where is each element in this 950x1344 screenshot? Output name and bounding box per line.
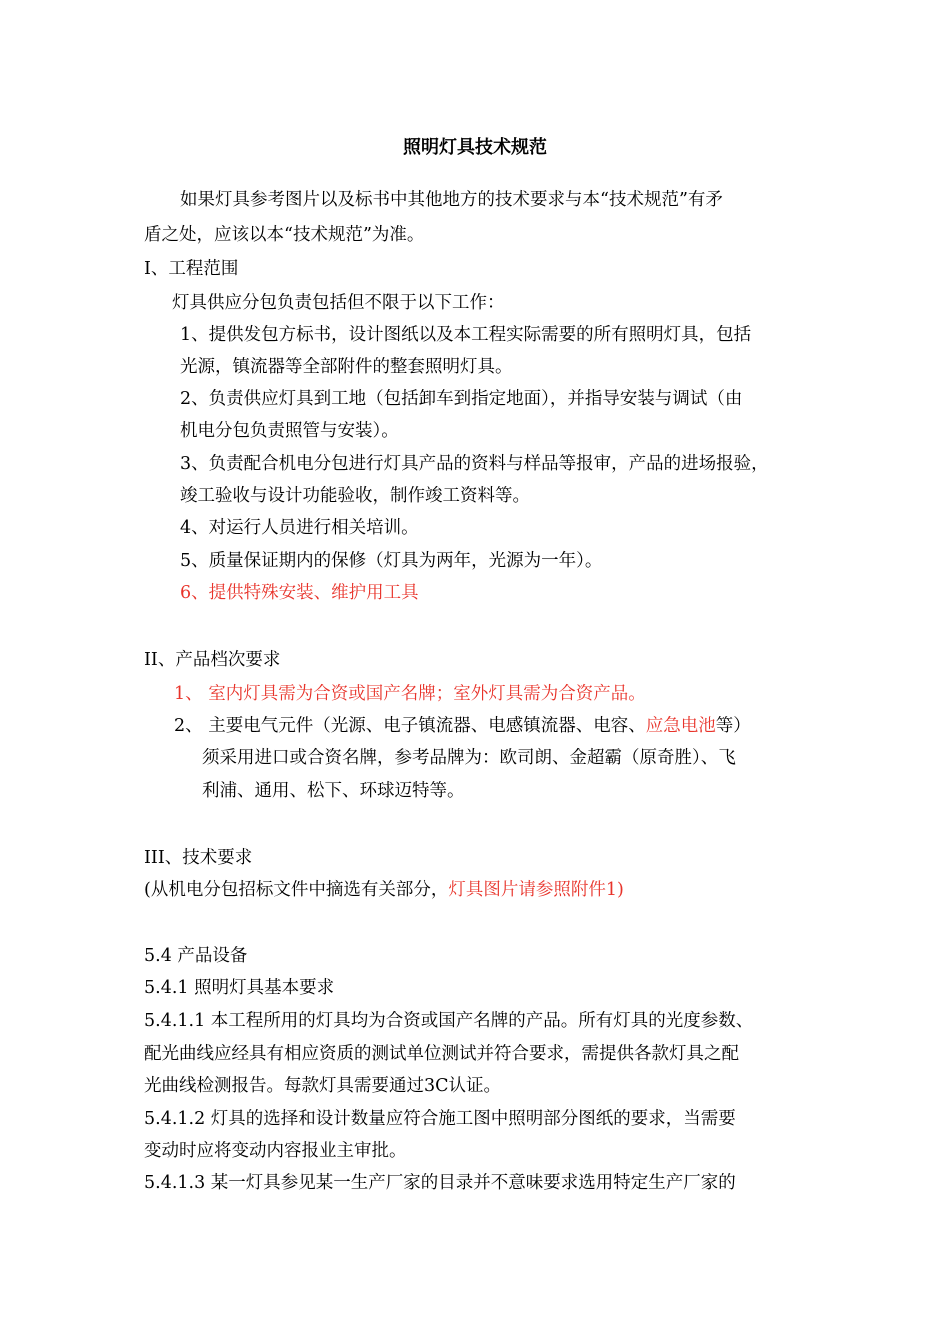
- grade-item-2-highlight: 应急电池: [645, 716, 716, 736]
- grade-item-1: 1、 室内灯具需为合资或国产名牌；室外灯具需为合资产品。: [174, 684, 646, 704]
- clause-5-4-1-1-line-1: 5.4.1.1 本工程所用的灯具均为合资或国产名牌的产品。所有灯具的光度参数、: [144, 1011, 754, 1031]
- clause-5-4-1-1-line-2: 配光曲线应经具有相应资质的测试单位测试并符合要求，需提供各款灯具之配: [144, 1044, 739, 1064]
- scope-item-6: 6、提供特殊安装、维护用工具: [180, 583, 419, 603]
- grade-item-2-pre: 2、 主要电气元件（光源、电子镇流器、电感镇流器、电容、: [174, 716, 646, 736]
- scope-item-1-line-2: 光源，镇流器等全部附件的整套照明灯具。: [180, 357, 513, 377]
- section-3-note: [144, 878, 624, 902]
- scope-item-3-line-2: 竣工验收与设计功能验收，制作竣工资料等。: [180, 486, 530, 506]
- grade-item-2-post: 等）: [715, 716, 751, 736]
- section-1-lead: 灯具供应分包负责包括但不限于以下工作：: [172, 293, 505, 313]
- clause-5-4-1-1-line-3: 光曲线检测报告。每款灯具需要通过3C认证。: [144, 1076, 502, 1096]
- section-5-4-1-heading: 5.4.1 照明灯具基本要求: [144, 978, 335, 998]
- section-5-4-heading: 5.4 产品设备: [144, 946, 248, 966]
- scope-item-3-line-1: 3、负责配合机电分包进行灯具产品的资料与样品等报审，产品的进场报验，: [180, 454, 769, 474]
- clause-5-4-1-2-line-2: 变动时应将变动内容报业主审批。: [144, 1141, 407, 1161]
- intro-line-1: 如果灯具参考图片以及标书中其他地方的技术要求与本“技术规范”有矛: [180, 190, 723, 210]
- scope-item-4: 4、对运行人员进行相关培训。: [180, 518, 419, 538]
- section-3-note-highlight: 灯具图片请参照附件1): [448, 880, 624, 900]
- grade-item-2-line-3: 利浦、通用、松下、环球迈特等。: [202, 781, 465, 801]
- section-3-note-text: (从机电分包招标文件中摘选有关部分，: [144, 880, 449, 900]
- intro-line-2: 盾之处，应该以本“技术规范”为准。: [144, 225, 425, 245]
- page-title: 照明灯具技术规范: [403, 137, 547, 158]
- scope-item-2-line-1: 2、负责供应灯具到工地（包括卸车到指定地面），并指导安装与调试（由: [180, 389, 743, 409]
- scope-item-5: 5、质量保证期内的保修（灯具为两年，光源为一年）。: [180, 551, 603, 571]
- clause-5-4-1-3-line-1: 5.4.1.3 某一灯具参见某一生产厂家的目录并不意味要求选用特定生产厂家的: [144, 1173, 736, 1193]
- clause-5-4-1-2-line-1: 5.4.1.2 灯具的选择和设计数量应符合施工图中照明部分图纸的要求，当需要: [144, 1109, 736, 1129]
- grade-item-2-line-2: 须采用进口或合资名牌，参考品牌为：欧司朗、金超霸（原奇胜）、飞: [202, 748, 736, 768]
- scope-item-1-line-1: 1、提供发包方标书，设计图纸以及本工程实际需要的所有照明灯具，包括: [180, 325, 752, 345]
- scope-item-2-line-2: 机电分包负责照管与安装）。: [180, 421, 399, 441]
- grade-item-2-line-1: [174, 714, 751, 738]
- section-3-heading: III、技术要求: [144, 848, 253, 868]
- section-1-heading: I、工程范围: [144, 259, 239, 279]
- section-2-heading: II、产品档次要求: [144, 650, 281, 670]
